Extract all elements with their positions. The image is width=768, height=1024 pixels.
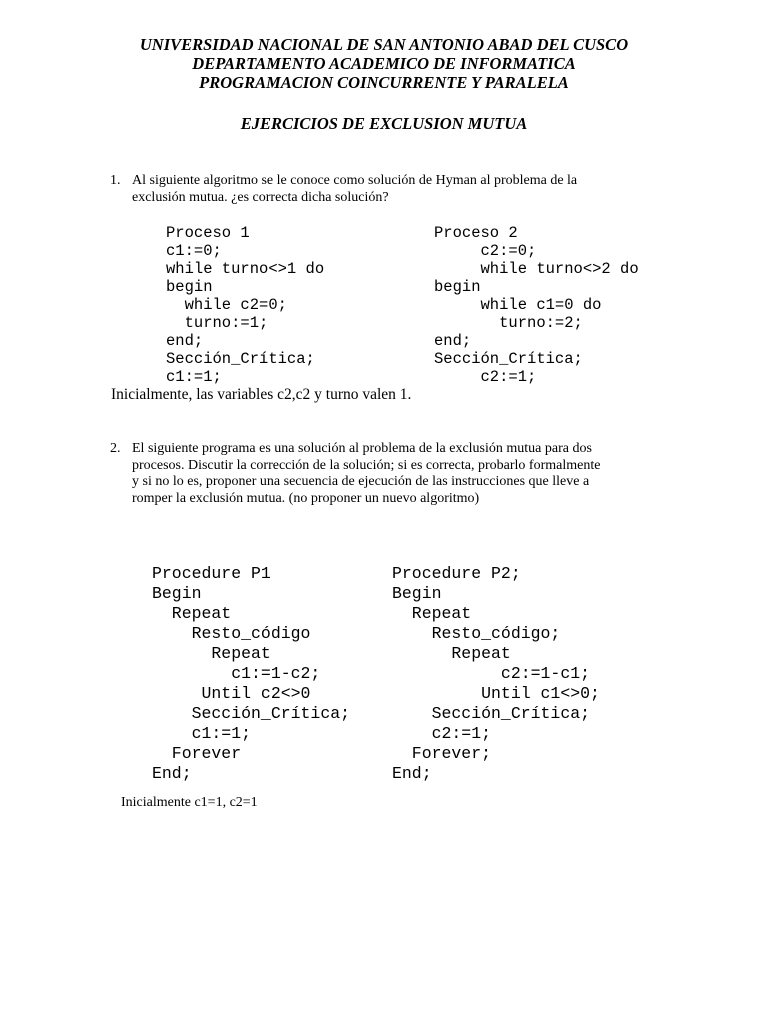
department-name: DEPARTAMENTO ACADEMICO DE INFORMATICA [192, 54, 576, 73]
q2-procedure-p1-code [152, 564, 350, 784]
code-line: while turno<>1 do [166, 260, 325, 278]
code-line: Resto_código [152, 624, 311, 643]
code-line: Begin [152, 584, 202, 603]
code-line: c1:=1; [152, 724, 252, 743]
code-line: while c1=0 do [434, 296, 602, 314]
question-2-text-line: El siguiente programa es una solución al problema de la exclusión mutua para dos [132, 441, 592, 456]
code-line: Until c1<>0; [392, 684, 600, 703]
question-1-text-line: exclusión mutua. ¿es correcta dicha solución? [132, 189, 389, 205]
code-line: c1:=1; [166, 368, 222, 386]
document-header [0, 35, 768, 92]
code-line: Until c2<>0 [152, 684, 311, 703]
code-line: c1:=0; [166, 242, 222, 260]
code-line: begin [434, 278, 481, 296]
code-line: Procedure P1 [152, 564, 271, 583]
code-line: Repeat [152, 644, 271, 663]
q1-process-1-code [166, 224, 324, 386]
question-2-text-line: y si no lo es, proponer una secuencia de ejecución de las instrucciones que lleve a [132, 474, 590, 489]
code-line: End; [152, 764, 192, 783]
code-line: begin [166, 278, 213, 296]
course-name: PROGRAMACION COINCURRENTE Y PARALELA [199, 73, 569, 92]
code-line: end; [166, 332, 204, 350]
code-line: Resto_código; [392, 624, 561, 643]
question-2-number: 2. [110, 441, 121, 456]
question-1 [110, 173, 670, 209]
q2-initial-note: Inicialmente c1=1, c2=1 [121, 795, 258, 810]
question-2-text-line: romper la exclusión mutua. (no proponer un nuevo algoritmo) [132, 490, 480, 506]
code-line: while turno<>2 do [434, 260, 639, 278]
code-line: c2:=1; [434, 368, 537, 386]
code-line: c2:=1; [392, 724, 492, 743]
code-line: Sección_Crítica; [152, 704, 351, 723]
question-1-text [132, 173, 577, 206]
code-line: c2:=1-c1; [392, 664, 591, 683]
code-line: turno:=1; [166, 314, 269, 332]
code-line: Repeat [392, 644, 511, 663]
document-subtitle: EJERCICIOS DE EXCLUSION MUTUA [240, 114, 528, 133]
question-1-text-line: Al siguiente algoritmo se le conoce como solución de Hyman al problema de la [132, 173, 578, 188]
question-1-number: 1. [110, 173, 121, 188]
question-2-text [132, 441, 600, 507]
code-line: turno:=2; [434, 314, 583, 332]
question-2 [110, 441, 670, 511]
code-line: end; [434, 332, 472, 350]
code-line: Proceso 2 [434, 224, 518, 242]
q2-procedure-p2-code [392, 564, 600, 784]
university-name: UNIVERSIDAD NACIONAL DE SAN ANTONIO ABAD DEL CUSCO [139, 35, 629, 54]
q1-initial-note: Inicialmente, las variables c2,c2 y turno valen 1. [111, 386, 412, 403]
code-line: Procedure P2; [392, 564, 521, 583]
code-line: Sección_Crítica; [434, 350, 583, 368]
code-line: while c2=0; [166, 296, 287, 314]
question-2-text-line: procesos. Discutir la corrección de la solución; si es correcta, probarlo formalmente [132, 457, 601, 473]
code-line: Forever; [392, 744, 492, 763]
code-line: Sección_Crítica; [166, 350, 315, 368]
code-line: Repeat [152, 604, 232, 623]
code-line: c2:=0; [434, 242, 537, 260]
code-line: Sección_Crítica; [392, 704, 591, 723]
code-line: End; [392, 764, 432, 783]
q1-process-2-code [434, 224, 639, 386]
code-line: c1:=1-c2; [152, 664, 321, 683]
code-line: Proceso 1 [166, 224, 250, 242]
code-line: Forever [152, 744, 242, 763]
code-line: Begin [392, 584, 442, 603]
code-line: Repeat [392, 604, 472, 623]
